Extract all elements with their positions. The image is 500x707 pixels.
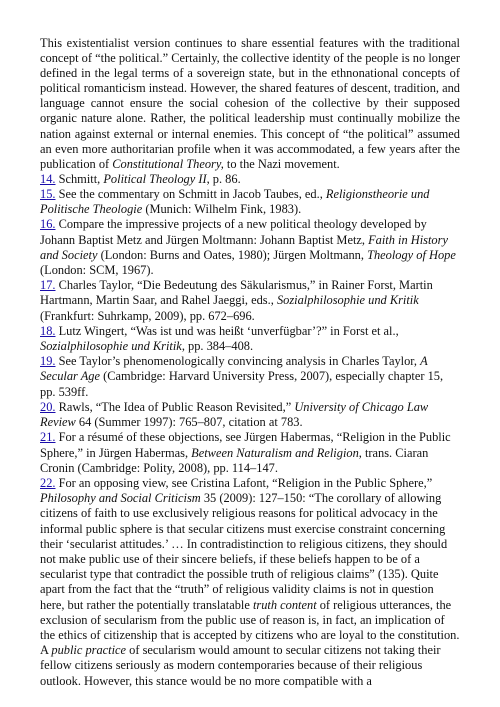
note-text: of religious utterances, the exclusion of secularism from the public use of reason is, in fact, an implication of the ethics of citizenship that is accepted by citizens who are loyal to the constitution. A bbox=[40, 597, 460, 658]
note-emphasis: truth content bbox=[252, 597, 317, 612]
note-text: Lutz Wingert, “Was ist und was heißt ‘unverfügbar’?” in Forst et al., bbox=[55, 323, 399, 338]
note-title: Religionstheorie und Politische Theologie bbox=[40, 187, 430, 217]
note-link-16[interactable]: 16. bbox=[40, 217, 56, 232]
note-text: Rawls, “The Idea of Public Reason Revisited,” bbox=[55, 399, 295, 414]
endnote-21 bbox=[40, 430, 460, 476]
note-text: (Frankfurt: Suhrkamp, 2009), pp. 672–696. bbox=[40, 308, 255, 323]
endnote-20 bbox=[40, 400, 460, 430]
endnote-16 bbox=[40, 217, 460, 278]
body-paragraph bbox=[40, 36, 460, 172]
note-text: Compare the impressive projects of a new political theology developed by Johann Baptist Metz and Jürgen Moltmann: Johann Baptist Metz, bbox=[40, 217, 427, 247]
note-title: University of Chicago Law Review bbox=[40, 399, 429, 430]
endnote-22 bbox=[40, 476, 460, 689]
note-title: A Secular Age bbox=[40, 354, 428, 384]
note-text: See Taylor’s phenomenologically convincing analysis in Charles Taylor, bbox=[55, 354, 421, 369]
body-text: to the Nazi movement. bbox=[223, 156, 340, 171]
note-link-15[interactable]: 15. bbox=[40, 187, 56, 202]
note-text: For a résumé of these objections, see Jürgen Habermas, “Religion in the Public Sphere,” in Jürgen Habermas, bbox=[40, 430, 451, 460]
note-text: Charles Taylor, “Die Bedeutung des Säkularismus,” in Rainer Forst, Martin Hartmann, Martin Saar, and Rahel Jaeggi, eds., bbox=[40, 278, 433, 308]
endnote-15 bbox=[40, 187, 460, 217]
note-title: Political Theology II bbox=[103, 171, 207, 186]
note-title: Sozialphilosophie und Kritik bbox=[40, 339, 182, 354]
endnote-17 bbox=[40, 278, 460, 324]
note-link-21[interactable]: 21. bbox=[40, 430, 56, 445]
note-text: Schmitt, bbox=[55, 171, 104, 186]
body-text-italic: Constitutional Theory, bbox=[112, 156, 224, 171]
note-link-20[interactable]: 20. bbox=[40, 399, 56, 414]
note-text: (Munich: Wilhelm Fink, 1983). bbox=[142, 202, 302, 217]
note-text: For an opposing view, see Cristina Lafont, “Religion in the Public Sphere,” bbox=[55, 475, 433, 490]
endnote-14 bbox=[40, 172, 460, 187]
body-text: This existentialist version continues to share essential features with the traditional concept of “the political.” Certainly, the collective identity of the people is no longer defined in the legal terms of a sovereign state, but in the ethnonational concepts of political romanticism instead. However, the shared features of descent, tradition, and language cannot ensure the social cohesion of the collective by their supposed organic nature alone. Rather, the political leadership must continually mobilize the nation against external or internal enemies. This concept of “the political” assumed an even more authoritarian profile when it was accommodated, a few years after the publication of bbox=[40, 36, 460, 171]
note-text: (London: SCM, 1967). bbox=[40, 263, 154, 278]
note-link-19[interactable]: 19. bbox=[40, 354, 56, 369]
note-text: (Cambridge: Harvard University Press, 2007), especially chapter 15, pp. 539ff. bbox=[40, 369, 444, 399]
endnotes-list bbox=[40, 172, 460, 689]
note-title: Between Naturalism and Religion bbox=[191, 445, 359, 460]
note-title: Faith in History and Society bbox=[40, 232, 448, 262]
note-link-18[interactable]: 18. bbox=[40, 323, 56, 338]
endnote-19 bbox=[40, 354, 460, 400]
note-title: Theology of Hope bbox=[367, 247, 456, 262]
note-emphasis: public practice bbox=[51, 643, 127, 658]
endnote-18 bbox=[40, 324, 460, 354]
note-text: of secularism would amount to secular citizens not taking their fellow citizens seriously as modern contemporaries because of their religious outlook. However, this stance would be no more compatible with a bbox=[40, 643, 441, 688]
note-title: Sozialphilosophie und Kritik bbox=[276, 293, 419, 308]
note-text: 64 (Summer 1997): 765–807, citation at 783. bbox=[75, 415, 303, 430]
note-text: , p. 86. bbox=[206, 171, 241, 186]
note-text: (London: Burns and Oates, 1980); Jürgen Moltmann, bbox=[97, 247, 368, 262]
note-link-14[interactable]: 14. bbox=[40, 171, 56, 186]
note-text: , trans. Ciaran Cronin (Cambridge: Polity, 2008), pp. 114–147. bbox=[40, 445, 429, 475]
note-text: , pp. 384–408. bbox=[181, 339, 254, 354]
note-text: 35 (2009): 127–150: “The corollary of allowing citizens of faith to use exclusively religious reasons for political advocacy in the informal public sphere is that secular citizens must exercise constraint concerning their ‘secularist attitudes.’ … In contradistinction to religious citizens, they should not make public use of their sincere beliefs, if these beliefs happen to be of a secularist type that contradict the possible truth of religious claims” (135). Quite apart from the fact that the “truth” of religious validity claims is not in question here, but rather the potentially translatable bbox=[40, 491, 448, 612]
note-link-17[interactable]: 17. bbox=[40, 278, 56, 293]
note-text: See the commentary on Schmitt in Jacob Taubes, ed., bbox=[55, 187, 326, 202]
note-title: Philosophy and Social Criticism bbox=[40, 491, 201, 506]
note-link-22[interactable]: 22. bbox=[40, 475, 56, 490]
